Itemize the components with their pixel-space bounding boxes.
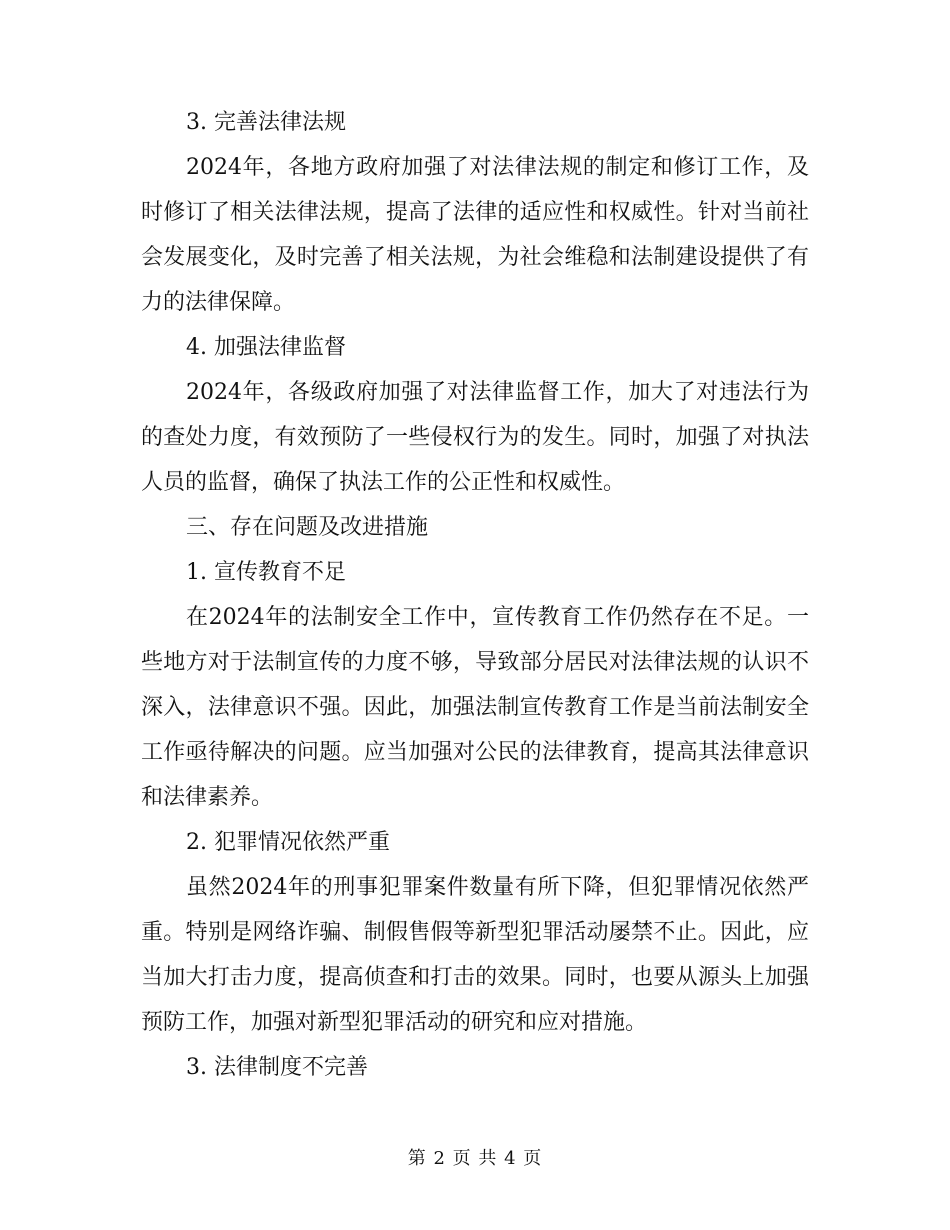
document-body xyxy=(141,100,809,1090)
chapter-heading-problems: 三、存在问题及改进措施 xyxy=(186,515,429,540)
section-heading-crime: 2. 犯罪情况依然严重 xyxy=(186,830,390,855)
section-heading-education: 1. 宣传教育不足 xyxy=(186,560,346,585)
paragraph-legal-supervision: 2024年，各级政府加强了对法律监督工作，加大了对违法行为的查处力度，有效预防了一些侵权行为的发生。同时，加强了对执法人员的监督，确保了执法工作的公正性和权威性。 xyxy=(141,380,809,495)
paragraph-improve-laws: 2024年，各地方政府加强了对法律法规的制定和修订工作，及时修订了相关法律法规，提高了法律的适应性和权威性。针对当前社会发展变化，及时完善了相关法规，为社会维稳和法制建设提供了有力的法律保障。 xyxy=(141,155,809,315)
paragraph-education: 在2024年的法制安全工作中，宣传教育工作仍然存在不足。一些地方对于法制宣传的力度不够，导致部分居民对法律法规的认识不深入，法律意识不强。因此，加强法制宣传教育工作是当前法制安全工作亟待解决的问题。应当加强对公民的法律教育，提高其法律意识和法律素养。 xyxy=(141,605,809,810)
section-heading-legal-supervision: 4. 加强法律监督 xyxy=(186,335,346,360)
section-heading-legal-system: 3. 法律制度不完善 xyxy=(186,1055,368,1080)
paragraph-crime: 虽然2024年的刑事犯罪案件数量有所下降，但犯罪情况依然严重。特别是网络诈骗、制假售假等新型犯罪活动屡禁不止。因此，应当加大打击力度，提高侦查和打击的效果。同时，也要从源头上加强预防工作，加强对新型犯罪活动的研究和应对措施。 xyxy=(141,875,809,1035)
page-number-footer: 第 2 页 共 4 页 xyxy=(407,1148,543,1169)
section-heading-improve-laws: 3. 完善法律法规 xyxy=(186,110,346,135)
